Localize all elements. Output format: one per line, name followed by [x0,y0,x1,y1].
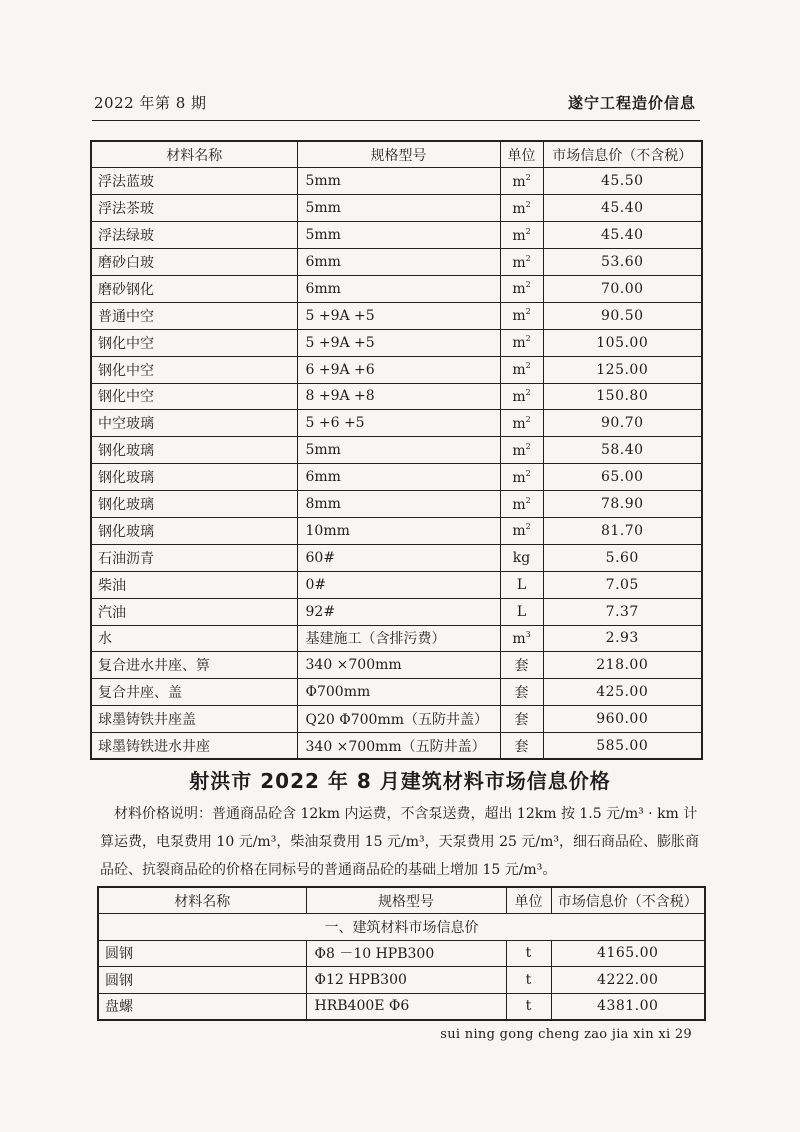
table-row [91,706,702,733]
price-cell: 2.93 [543,625,702,652]
unit-text: 套 [514,658,529,675]
unit-cell: t [506,940,551,967]
material-name-cell: 钢化玻璃 [91,491,297,518]
material-name-cell: 浮法蓝玻 [91,168,297,195]
spec-cell: 10mm [297,517,500,544]
unit-text: m [512,335,526,352]
table-row [91,679,702,706]
section-row [98,914,705,941]
unit-text: m [512,362,526,379]
spec-cell: 8mm [297,491,500,518]
unit-text: m [512,388,526,405]
building-materials-price-table [97,886,706,1021]
price-cell: 4222.00 [551,967,705,994]
column-header: 规格型号 [297,141,500,168]
section-row-label: 一、建筑材料市场信息价 [98,914,705,941]
unit-text: m [512,415,526,432]
table-row [91,625,702,652]
spec-cell: 6mm [297,249,500,276]
unit-cell [500,652,543,679]
table-header-row [91,141,702,168]
table-row [91,437,702,464]
material-name-cell: 浮法茶玻 [91,195,297,222]
table-row [91,598,702,625]
table-row [91,464,702,491]
spec-cell: 0# [297,571,500,598]
material-name-cell: 球墨铸铁井座盖 [91,706,297,733]
unit-cell: t [506,967,551,994]
table-row [98,967,705,994]
unit-cell [500,168,543,195]
spec-cell: 92# [297,598,500,625]
spec-cell: 基建施工（含排污费） [297,625,500,652]
price-cell: 90.50 [543,302,702,329]
unit-text: L [516,603,527,620]
spec-cell: 5mm [297,195,500,222]
unit-cell [500,517,543,544]
material-name-cell: 圆钢 [98,940,306,967]
unit-cell [500,249,543,276]
table-row [91,383,702,410]
material-name-cell: 浮法绿玻 [91,222,297,249]
unit-cell [500,302,543,329]
unit-exponent: 2 [525,199,531,209]
table-row [91,410,702,437]
page-header [94,92,696,118]
price-cell: 4381.00 [551,993,705,1020]
material-name-cell: 磨砂白玻 [91,249,297,276]
material-name-cell: 圆钢 [98,967,306,994]
material-name-cell: 钢化玻璃 [91,464,297,491]
material-name-cell: 汽油 [91,598,297,625]
unit-exponent: 2 [525,522,531,532]
unit-cell [500,679,543,706]
material-name-cell: 复合井座、盖 [91,679,297,706]
price-cell: 585.00 [543,733,702,760]
table-row [91,222,702,249]
material-name-cell: 钢化玻璃 [91,517,297,544]
unit-cell [500,195,543,222]
unit-cell [500,275,543,302]
unit-text: 套 [514,685,529,702]
spec-cell: 5mm [297,437,500,464]
spec-cell: HRB400E Φ6 [306,993,506,1020]
unit-cell [500,356,543,383]
unit-text: m [512,173,526,190]
table-row [91,195,702,222]
issue-label: 2022 年第 8 期 [94,94,207,112]
material-name-cell: 球墨铸铁进水井座 [91,733,297,760]
unit-text: m [512,200,526,217]
unit-text: 套 [514,738,529,755]
unit-text: L [516,576,527,593]
unit-text: m [512,254,526,271]
unit-cell [500,383,543,410]
unit-cell [500,222,543,249]
table-row [91,275,702,302]
unit-cell [500,410,543,437]
material-name-cell: 中空玻璃 [91,410,297,437]
column-header: 市场信息价（不含税） [543,141,702,168]
price-cell: 70.00 [543,275,702,302]
spec-cell: 6mm [297,464,500,491]
unit-cell [500,706,543,733]
price-cell: 7.37 [543,598,702,625]
price-cell: 45.40 [543,195,702,222]
unit-exponent: 2 [525,468,531,478]
table-row [91,491,702,518]
material-name-cell: 复合进水井座、箅 [91,652,297,679]
price-cell: 960.00 [543,706,702,733]
unit-text: 套 [514,712,529,729]
price-cell: 58.40 [543,437,702,464]
table-row [91,168,702,195]
table-row [98,940,705,967]
unit-exponent: 2 [525,334,531,344]
unit-cell [500,464,543,491]
spec-cell: 6 +9A +6 [297,356,500,383]
price-cell: 53.60 [543,249,702,276]
price-cell: 105.00 [543,329,702,356]
spec-cell: 5mm [297,168,500,195]
unit-text: m [512,227,526,244]
material-name-cell: 磨砂钢化 [91,275,297,302]
table-header-row [98,887,705,914]
unit-text: m [512,523,526,540]
price-cell: 78.90 [543,491,702,518]
unit-cell: t [506,993,551,1020]
unit-cell [500,571,543,598]
spec-cell: Q20 Φ700mm（五防井盖） [297,706,500,733]
unit-text: m [512,469,526,486]
material-name-cell: 石油沥青 [91,544,297,571]
price-cell: 81.70 [543,517,702,544]
unit-text: kg [512,549,531,566]
table-row [91,652,702,679]
table-row [91,517,702,544]
column-header: 规格型号 [306,887,506,914]
unit-exponent: 2 [525,172,531,182]
price-cell: 65.00 [543,464,702,491]
unit-text: m [512,496,526,513]
table-row [91,571,702,598]
material-name-cell: 钢化中空 [91,356,297,383]
price-cell: 45.40 [543,222,702,249]
spec-cell: Φ12 HPB300 [306,967,506,994]
unit-exponent: 3 [525,629,531,639]
unit-cell [500,544,543,571]
column-header: 市场信息价（不含税） [551,887,705,914]
material-name-cell: 钢化中空 [91,329,297,356]
unit-exponent: 2 [525,361,531,371]
unit-exponent: 2 [525,414,531,424]
unit-exponent: 2 [525,441,531,451]
unit-cell [500,598,543,625]
spec-cell: 60# [297,544,500,571]
table-row [91,733,702,760]
table-row [91,249,702,276]
price-cell: 4165.00 [551,940,705,967]
material-name-cell: 普通中空 [91,302,297,329]
column-header: 材料名称 [91,141,297,168]
price-notes-paragraph: 材料价格说明：普通商品砼含 12km 内运费，不含泵送费，超出 12km 按 1.5 元/m³ · km 计算运费，电泵费用 10 元/m³，柴油泵费用 15 元/m³，天泵费用 25 元/m³，细石商品砼、膨胀商品砼、抗裂商品砼的价格在同标号的普通商品砼的基础上增加 15 元/m³。 [100,806,699,878]
unit-text: m [512,630,526,647]
price-cell: 125.00 [543,356,702,383]
material-name-cell: 钢化中空 [91,383,297,410]
spec-cell: 6mm [297,275,500,302]
table-row [91,544,702,571]
price-cell: 150.80 [543,383,702,410]
material-name-cell: 钢化玻璃 [91,437,297,464]
price-cell: 7.05 [543,571,702,598]
price-cell: 5.60 [543,544,702,571]
section-title: 射洪市 2022 年 8 月建筑材料市场信息价格 [189,769,611,793]
price-cell: 218.00 [543,652,702,679]
header-rule [92,120,700,121]
price-cell: 45.50 [543,168,702,195]
material-name-cell: 柴油 [91,571,297,598]
spec-cell: 5 +9A +5 [297,329,500,356]
column-header: 材料名称 [98,887,306,914]
table-row [91,329,702,356]
table-row [91,356,702,383]
table-row [98,993,705,1020]
unit-text: m [512,308,526,325]
unit-exponent: 2 [525,387,531,397]
unit-exponent: 2 [525,495,531,505]
spec-cell: 5 +6 +5 [297,410,500,437]
unit-cell [500,491,543,518]
spec-cell: 340 ×700mm [297,652,500,679]
unit-exponent: 2 [525,280,531,290]
unit-text: m [512,442,526,459]
spec-cell: Φ8 －10 HPB300 [306,940,506,967]
column-header: 单位 [500,141,543,168]
material-name-cell: 盘螺 [98,993,306,1020]
spec-cell: 8 +9A +8 [297,383,500,410]
publication-title: 遂宁工程造价信息 [567,94,696,112]
price-cell: 90.70 [543,410,702,437]
spec-cell: Φ700mm [297,679,500,706]
unit-exponent: 2 [525,226,531,236]
price-cell: 425.00 [543,679,702,706]
unit-cell [500,733,543,760]
spec-cell: 340 ×700mm（五防井盖） [297,733,500,760]
glass-materials-price-table [90,140,703,760]
spec-cell: 5 +9A +5 [297,302,500,329]
material-name-cell: 水 [91,625,297,652]
unit-exponent: 2 [525,253,531,263]
spec-cell: 5mm [297,222,500,249]
unit-text: m [512,281,526,298]
unit-cell [500,625,543,652]
unit-cell [500,329,543,356]
unit-exponent: 2 [525,307,531,317]
page-footer: sui ning gong cheng zao jia xin xi 29 [440,1027,692,1042]
table-row [91,302,702,329]
unit-cell [500,437,543,464]
column-header: 单位 [506,887,551,914]
